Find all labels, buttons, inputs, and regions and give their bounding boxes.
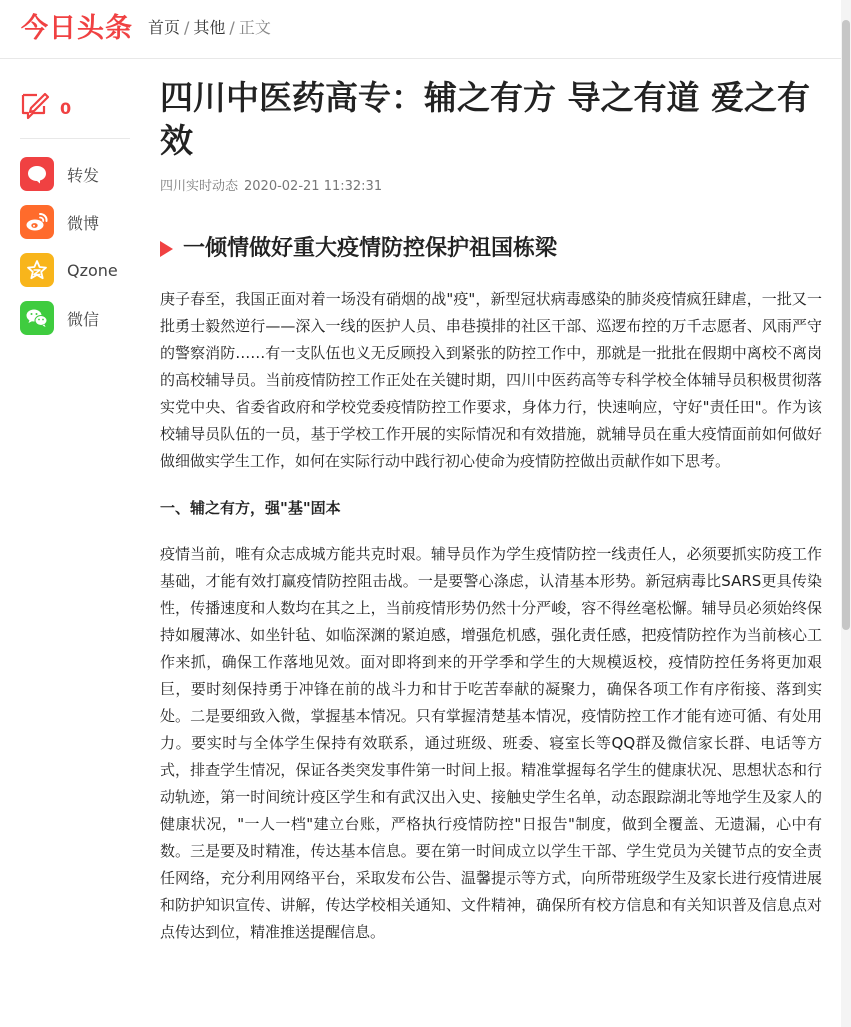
- section-heading: [160, 234, 822, 264]
- breadcrumb-other[interactable]: 其他: [193, 18, 226, 37]
- share-wechat-button[interactable]: [20, 294, 132, 342]
- article-time: 2020-02-21 11:32:31: [244, 179, 383, 194]
- breadcrumb: [148, 17, 271, 39]
- article-meta: [160, 178, 822, 196]
- comment-count: 0: [60, 98, 72, 118]
- repost-icon: [20, 157, 54, 191]
- breadcrumb-home[interactable]: 首页: [148, 18, 181, 37]
- comment-button[interactable]: [20, 88, 132, 128]
- share-repost-label: 转发: [67, 165, 100, 185]
- share-qzone-button[interactable]: [20, 246, 132, 294]
- sidebar-divider: [20, 138, 130, 139]
- share-qzone-label: Qzone: [67, 260, 118, 280]
- top-bar: [0, 0, 851, 59]
- triangle-marker-icon: [160, 241, 173, 257]
- section-heading-text: 一倾情做好重大疫情防控保护祖国栋梁: [183, 236, 558, 261]
- article-paragraph-1: 庚子春至，我国正面对着一场没有硝烟的战"疫"，新型冠状病毒感染的肺炎疫情疯狂肆虐，一批又一批勇士毅然逆行——深入一线的医护人员、串巷摸排的社区干部、巡逻布控的万千志愿者、风雨严守的警察消防……有一支队伍也义无反顾投入到紧张的防控工作中，那就是一批批在假期中离校不离岗的高校辅导员。当前疫情防控工作正处在关键时期，四川中医药高等专科学校全体辅导员积极贯彻落实党中央、省委省政府和学校党委疫情防控工作要求，身体力行，快速响应，守好"责任田"。作为该校辅导员队伍的一员，基于学校工作开展的实际情况和有效措施，就辅导员在重大疫情面前如何做好做细做实学生工作，如何在实际行动中践行初心使命为疫情防控做出贡献作如下思考。: [160, 290, 822, 470]
- article: [160, 76, 822, 946]
- share-wechat-label: 微信: [67, 309, 100, 329]
- share-weibo-button[interactable]: [20, 198, 132, 246]
- qzone-icon: [20, 253, 54, 287]
- wechat-icon: [20, 301, 54, 335]
- share-sidebar: [20, 88, 132, 342]
- weibo-icon: [20, 205, 54, 239]
- comment-edit-icon: [20, 91, 50, 125]
- share-repost-button[interactable]: [20, 150, 132, 198]
- article-source[interactable]: 四川实时动态: [160, 179, 239, 194]
- scrollbar-thumb[interactable]: [842, 20, 850, 630]
- breadcrumb-separator: /: [184, 18, 190, 37]
- article-subheading-1: 一、辅之有方，强"基"固本: [160, 499, 341, 517]
- article-paragraph-2: 疫情当前，唯有众志成城方能共克时艰。辅导员作为学生疫情防控一线责任人，必须要抓实防疫工作基础，才能有效打赢疫情防控阻击战。一是要警心涤虑，认清基本形势。新冠病毒比SARS更具传染性，传播速度和人数均在其之上，当前疫情形势仍然十分严峻，容不得丝毫松懈。辅导员必须始终保持如履薄冰、如坐针毡、如临深渊的紧迫感，增强危机感，强化责任感，把疫情防控作为当前核心工作来抓，确保工作落地见效。面对即将到来的开学季和学生的大规模返校，疫情防控任务将更加艰巨，要时刻保持勇于冲锋在前的战斗力和甘于吃苦奉献的凝聚力，确保各项工作有序衔接、落到实处。二是要细致入微，掌握基本情况。只有掌握清楚基本情况，疫情防控工作才能有迹可循、有处用力。要实时与全体学生保持有效联系，通过班级、班委、寝室长等QQ群及微信家长群、电话等方式，排查学生情况，保证各类突发事件第一时间上报。精准掌握每名学生的健康状况、思想状态和行动轨迹，第一时间统计疫区学生和有武汉出入史、接触史学生名单，动态跟踪湖北等地学生及家人的健康状况，"一人一档"建立台账，严格执行疫情防控"日报告"制度，做到全覆盖、无遗漏，心中有数。三是要及时精准，传达基本信息。要在第一时间成立以学生干部、学生党员为关键节点的安全责任网络，充分利用网络平台，采取发布公告、温馨提示等方式，向所带班级学生及家长进行疫情进展和防护知识宣传、讲解，传达学校相关通知、文件精神，确保所有校方信息和有关知识普及信息点对点传达到位，精准推送提醒信息。: [160, 545, 822, 941]
- toutiao-logo[interactable]: 今日头条: [21, 13, 133, 44]
- scrollbar[interactable]: [841, 0, 851, 1027]
- breadcrumb-current: 正文: [238, 18, 271, 37]
- share-weibo-label: 微博: [67, 213, 100, 233]
- article-title: 四川中医药高专：辅之有方 导之有道 爱之有效: [160, 78, 810, 160]
- breadcrumb-separator: /: [229, 18, 235, 37]
